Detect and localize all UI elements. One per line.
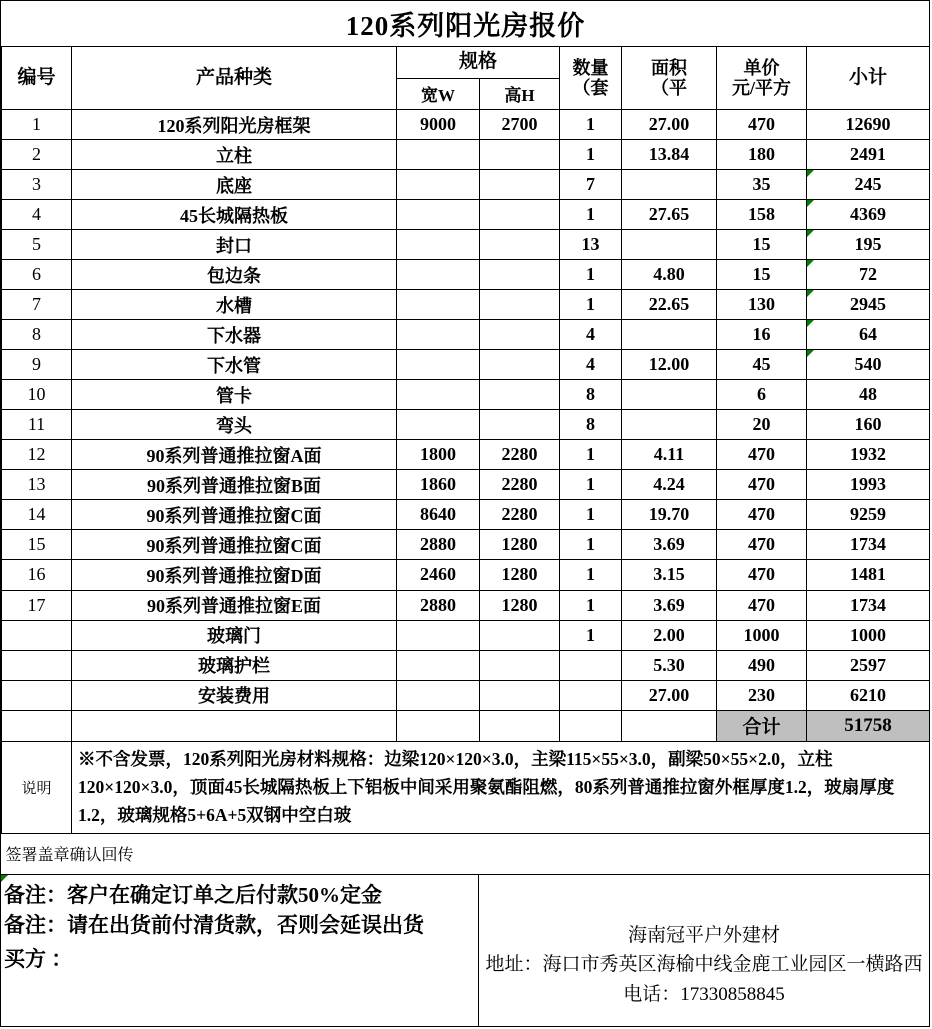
cell-area: 13.84	[622, 140, 717, 170]
column-header-product: 产品种类	[72, 47, 397, 110]
cell-area	[622, 380, 717, 410]
cell-area: 27.00	[622, 680, 717, 710]
table-row	[2, 350, 930, 380]
cell-price: 470	[717, 590, 807, 620]
cell-qty	[560, 650, 622, 680]
cell-price: 470	[717, 500, 807, 530]
cell-area: 12.00	[622, 350, 717, 380]
cell-index	[2, 680, 72, 710]
cell-index: 15	[2, 530, 72, 560]
cell-price: 15	[717, 260, 807, 290]
cell-product: 120系列阳光房框架	[72, 110, 397, 140]
cell-price: 470	[717, 470, 807, 500]
cell-qty: 1	[560, 260, 622, 290]
total-blank-area	[622, 710, 717, 741]
column-header-qty	[560, 47, 622, 110]
cell-height	[480, 410, 560, 440]
cell-height	[480, 620, 560, 650]
cell-width	[397, 620, 480, 650]
cell-product: 45长城隔热板	[72, 200, 397, 230]
cell-width	[397, 170, 480, 200]
cell-price: 230	[717, 680, 807, 710]
cell-width	[397, 650, 480, 680]
column-header-price	[717, 47, 807, 110]
cell-qty: 1	[560, 470, 622, 500]
table-row	[2, 320, 930, 350]
cell-width	[397, 260, 480, 290]
table-row	[2, 230, 930, 260]
cell-subtotal: 1000	[807, 620, 930, 650]
signature-row	[2, 833, 930, 874]
cell-width: 9000	[397, 110, 480, 140]
cell-height	[480, 320, 560, 350]
cell-subtotal: 2491	[807, 140, 930, 170]
cell-qty: 4	[560, 320, 622, 350]
cell-height	[480, 230, 560, 260]
cell-width	[397, 290, 480, 320]
cell-width	[397, 320, 480, 350]
cell-price: 45	[717, 350, 807, 380]
cell-width: 2880	[397, 590, 480, 620]
cell-area	[622, 410, 717, 440]
cell-area: 2.00	[622, 620, 717, 650]
company-name: 海南冠平户外建材	[627, 925, 780, 947]
cell-product: 90系列普通推拉窗B面	[72, 470, 397, 500]
cell-price: 15	[717, 230, 807, 260]
cell-price: 16	[717, 320, 807, 350]
cell-area: 27.00	[622, 110, 717, 140]
column-header-subtotal: 小计	[807, 47, 930, 110]
company-address: 地址：海口市秀英区海榆中线金鹿工业园区一横路西	[485, 954, 923, 976]
table-body	[2, 110, 930, 711]
cell-height: 2700	[480, 110, 560, 140]
table-row	[2, 620, 930, 650]
cell-width	[397, 200, 480, 230]
cell-subtotal: 48	[807, 380, 930, 410]
cell-product: 立柱	[72, 140, 397, 170]
cell-product: 安装费用	[72, 680, 397, 710]
cell-width	[397, 380, 480, 410]
table-row	[2, 590, 930, 620]
cell-index	[2, 650, 72, 680]
cell-index: 4	[2, 200, 72, 230]
signature-text: 签署盖章确认回传	[2, 833, 930, 874]
total-value: 51758	[807, 710, 930, 741]
cell-subtotal: 1481	[807, 560, 930, 590]
total-blank-index	[2, 710, 72, 741]
cell-product: 底座	[72, 170, 397, 200]
cell-area	[622, 320, 717, 350]
table-row	[2, 260, 930, 290]
cell-index: 10	[2, 380, 72, 410]
header-row-1	[2, 47, 930, 79]
cell-height	[480, 170, 560, 200]
cell-width: 2880	[397, 530, 480, 560]
cell-product: 下水器	[72, 320, 397, 350]
total-blank-height	[480, 710, 560, 741]
cell-area: 19.70	[622, 500, 717, 530]
cell-area: 27.65	[622, 200, 717, 230]
cell-width	[397, 680, 480, 710]
cell-height: 1280	[480, 560, 560, 590]
quotation-table	[1, 1, 930, 874]
cell-height	[480, 380, 560, 410]
cell-area: 3.15	[622, 560, 717, 590]
cell-height: 2280	[480, 500, 560, 530]
cell-product: 玻璃门	[72, 620, 397, 650]
cell-subtotal: 1932	[807, 440, 930, 470]
column-header-width: 宽W	[397, 78, 480, 110]
cell-product: 封口	[72, 230, 397, 260]
cell-subtotal: 1734	[807, 530, 930, 560]
cell-height	[480, 350, 560, 380]
cell-height: 2280	[480, 470, 560, 500]
cell-product: 玻璃护栏	[72, 650, 397, 680]
cell-subtotal: 160	[807, 410, 930, 440]
column-header-price-line2: 元/平方	[731, 78, 791, 98]
total-label: 合计	[717, 710, 807, 741]
cell-area: 22.65	[622, 290, 717, 320]
cell-price: 35	[717, 170, 807, 200]
cell-subtotal: 72	[807, 260, 930, 290]
cell-index: 7	[2, 290, 72, 320]
cell-price: 490	[717, 650, 807, 680]
cell-qty: 1	[560, 500, 622, 530]
table-row	[2, 170, 930, 200]
cell-index: 9	[2, 350, 72, 380]
column-header-area-line1: 面积	[651, 57, 687, 78]
remark-line-2: 备注：请在出货前付清货款，否则会延误出货	[4, 912, 424, 937]
cell-index: 11	[2, 410, 72, 440]
cell-product: 90系列普通推拉窗D面	[72, 560, 397, 590]
table-row	[2, 470, 930, 500]
total-blank-product	[72, 710, 397, 741]
cell-price: 20	[717, 410, 807, 440]
remark-line-1: 备注：客户在确定订单之后付款50%定金	[4, 883, 382, 908]
cell-qty: 8	[560, 380, 622, 410]
cell-height	[480, 680, 560, 710]
cell-qty: 1	[560, 140, 622, 170]
cell-height	[480, 200, 560, 230]
cell-area: 4.80	[622, 260, 717, 290]
cell-qty: 7	[560, 170, 622, 200]
cell-width: 8640	[397, 500, 480, 530]
total-row	[2, 710, 930, 741]
cell-qty: 1	[560, 530, 622, 560]
cell-price: 6	[717, 380, 807, 410]
cell-subtotal: 2597	[807, 650, 930, 680]
table-row	[2, 560, 930, 590]
cell-height	[480, 290, 560, 320]
cell-price: 470	[717, 110, 807, 140]
cell-index: 17	[2, 590, 72, 620]
cell-price: 158	[717, 200, 807, 230]
cell-width: 1800	[397, 440, 480, 470]
column-header-price-line1: 单价	[743, 57, 780, 78]
cell-product: 90系列普通推拉窗E面	[72, 590, 397, 620]
column-header-area	[622, 47, 717, 110]
cell-subtotal: 9259	[807, 500, 930, 530]
table-row	[2, 410, 930, 440]
table-row	[2, 110, 930, 140]
table-row	[2, 650, 930, 680]
cell-area: 5.30	[622, 650, 717, 680]
cell-area: 3.69	[622, 590, 717, 620]
cell-product: 管卡	[72, 380, 397, 410]
note-label: 说明	[2, 741, 72, 833]
cell-height: 1280	[480, 590, 560, 620]
cell-subtotal: 12690	[807, 110, 930, 140]
cell-qty: 1	[560, 200, 622, 230]
cell-qty: 4	[560, 350, 622, 380]
cell-width	[397, 140, 480, 170]
footer-remarks	[1, 875, 479, 1026]
cell-product: 90系列普通推拉窗C面	[72, 530, 397, 560]
table-row	[2, 380, 930, 410]
table-row	[2, 500, 930, 530]
cell-area: 3.69	[622, 530, 717, 560]
cell-height	[480, 650, 560, 680]
cell-width	[397, 230, 480, 260]
cell-subtotal: 1734	[807, 590, 930, 620]
cell-subtotal: 195	[807, 230, 930, 260]
cell-subtotal: 2945	[807, 290, 930, 320]
cell-price: 470	[717, 530, 807, 560]
cell-width: 2460	[397, 560, 480, 590]
cell-product: 弯头	[72, 410, 397, 440]
cell-qty: 1	[560, 440, 622, 470]
cell-index: 1	[2, 110, 72, 140]
company-phone: 电话：17330858845	[623, 983, 785, 1005]
table-row	[2, 680, 930, 710]
column-header-qty-line2: （套	[572, 78, 609, 98]
cell-index: 2	[2, 140, 72, 170]
cell-price: 470	[717, 560, 807, 590]
cell-product: 下水管	[72, 350, 397, 380]
cell-subtotal: 64	[807, 320, 930, 350]
cell-subtotal: 4369	[807, 200, 930, 230]
footer	[1, 874, 929, 1026]
cell-area	[622, 230, 717, 260]
cell-width	[397, 350, 480, 380]
cell-index: 12	[2, 440, 72, 470]
cell-product: 90系列普通推拉窗C面	[72, 500, 397, 530]
column-header-height: 高H	[480, 78, 560, 110]
cell-qty: 1	[560, 290, 622, 320]
table-row	[2, 140, 930, 170]
table-row	[2, 440, 930, 470]
cell-price: 180	[717, 140, 807, 170]
cell-product: 水槽	[72, 290, 397, 320]
total-blank-qty	[560, 710, 622, 741]
cell-area	[622, 170, 717, 200]
cell-index	[2, 620, 72, 650]
cell-width: 1860	[397, 470, 480, 500]
cell-qty: 1	[560, 590, 622, 620]
cell-qty: 8	[560, 410, 622, 440]
table-row	[2, 290, 930, 320]
cell-height	[480, 140, 560, 170]
cell-height	[480, 260, 560, 290]
cell-price: 470	[717, 440, 807, 470]
cell-subtotal: 540	[807, 350, 930, 380]
cell-width	[397, 410, 480, 440]
cell-product: 包边条	[72, 260, 397, 290]
note-row	[2, 741, 930, 833]
cell-qty: 1	[560, 110, 622, 140]
buyer-label: 买方 ：	[4, 946, 73, 971]
cell-index: 5	[2, 230, 72, 260]
cell-price: 130	[717, 290, 807, 320]
table-row	[2, 530, 930, 560]
cell-qty: 13	[560, 230, 622, 260]
cell-qty: 1	[560, 620, 622, 650]
note-text: ※不含发票，120系列阳光房材料规格：边梁120×120×3.0，主梁115×55×3.0，副梁50×55×2.0，立柱120×120×3.0，顶面45长城隔热板上下铝板中间采用聚氨酯阻燃，80系列普通推拉窗外框厚度1.2，玻扇厚度1.2，玻璃规格5+6A+5双钢中空白玻	[72, 741, 930, 833]
column-header-qty-line1: 数量	[572, 57, 609, 78]
cell-index: 13	[2, 470, 72, 500]
footer-company	[479, 875, 929, 1026]
title-row	[2, 1, 930, 47]
cell-area: 4.11	[622, 440, 717, 470]
table-row	[2, 200, 930, 230]
cell-qty	[560, 680, 622, 710]
column-header-index: 编号	[2, 47, 72, 110]
column-header-spec: 规格	[397, 47, 560, 79]
cell-qty: 1	[560, 560, 622, 590]
cell-index: 14	[2, 500, 72, 530]
cell-area: 4.24	[622, 470, 717, 500]
column-header-area-line2: （平	[651, 78, 687, 98]
page-title: 120系列阳光房报价	[2, 1, 930, 47]
cell-subtotal: 245	[807, 170, 930, 200]
cell-subtotal: 1993	[807, 470, 930, 500]
cell-index: 3	[2, 170, 72, 200]
cell-height: 1280	[480, 530, 560, 560]
cell-price: 1000	[717, 620, 807, 650]
cell-height: 2280	[480, 440, 560, 470]
cell-index: 8	[2, 320, 72, 350]
cell-index: 16	[2, 560, 72, 590]
cell-subtotal: 6210	[807, 680, 930, 710]
total-blank-width	[397, 710, 480, 741]
cell-index: 6	[2, 260, 72, 290]
cell-product: 90系列普通推拉窗A面	[72, 440, 397, 470]
